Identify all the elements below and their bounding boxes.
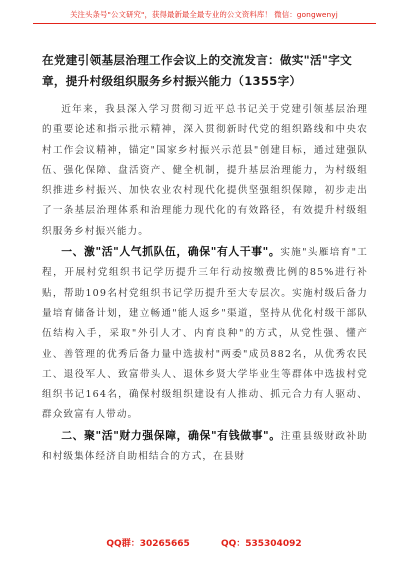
section-2-body: 注重县级财政补助和村级集体经济自助相结合的方式，在县财 bbox=[42, 430, 368, 463]
footer-contact bbox=[0, 536, 408, 549]
section-1-paragraph bbox=[42, 242, 368, 426]
document-body bbox=[42, 50, 368, 467]
section-2-heading: 二、聚"活"财力强保障，确保"有钱做事"。 bbox=[61, 428, 281, 442]
footer-qq-group: QQ群：30265665 bbox=[106, 539, 190, 549]
document-title: 在党建引领基层治理工作会议上的交流发言：做实"活"字文章，提升村级组织服务乡村振兴能力（1355字） bbox=[42, 53, 353, 88]
footer-qq: QQ：535304092 bbox=[220, 539, 302, 549]
intro-paragraph: 近年来，我县深入学习贯彻习近平总书记关于党建引领基层治理的重要论述和指示批示精神，深入贯彻新时代党的组织路线和中央农村工作会议精神，锚定"国家乡村振兴示范县"创建目标，通过建强队伍、强化保障、盘活资产、健全机制，提升基层治理能力，为村级组织推进乡村振兴、加快农业农村现代化提供坚强组织保障，初步走出了一条基层治理体系和治理能力现代化的有效路径，有效提升村级组织服务乡村振兴能力。 bbox=[42, 104, 368, 237]
section-1-body: 实施"头雁培育"工程，开展村党组织书记学历提升三年行动按缴费比例的85%进行补贴，帮助109名村党组织书记学历提升至大专层次。实施村级后备力量培育储备计划，建立畅通"能人返乡"渠道，坚持从优化村级干部队伍结构入手，采取"外引人才、内育良种"的方式，从党性强、懂产业、善管理的优秀后备力量中选拔村"两委"成员882名，从优秀农民工、退役军人、致富带头人、退休乡贤大学毕业生等群体中选拔村党组织书记164名，确保村级组织建设有人推动、抓元合力有人驱动、群众致富有人带动。 bbox=[42, 247, 368, 421]
header-divider bbox=[33, 23, 376, 24]
section-1-heading: 一、激"活"人气抓队伍，确保"有人干事"。 bbox=[61, 245, 281, 259]
header-banner: 关注头条号"公文研究"，获得最新最全最专业的公文资料库！ 微信：gongwenyj bbox=[70, 10, 338, 19]
section-2-paragraph bbox=[42, 426, 368, 468]
